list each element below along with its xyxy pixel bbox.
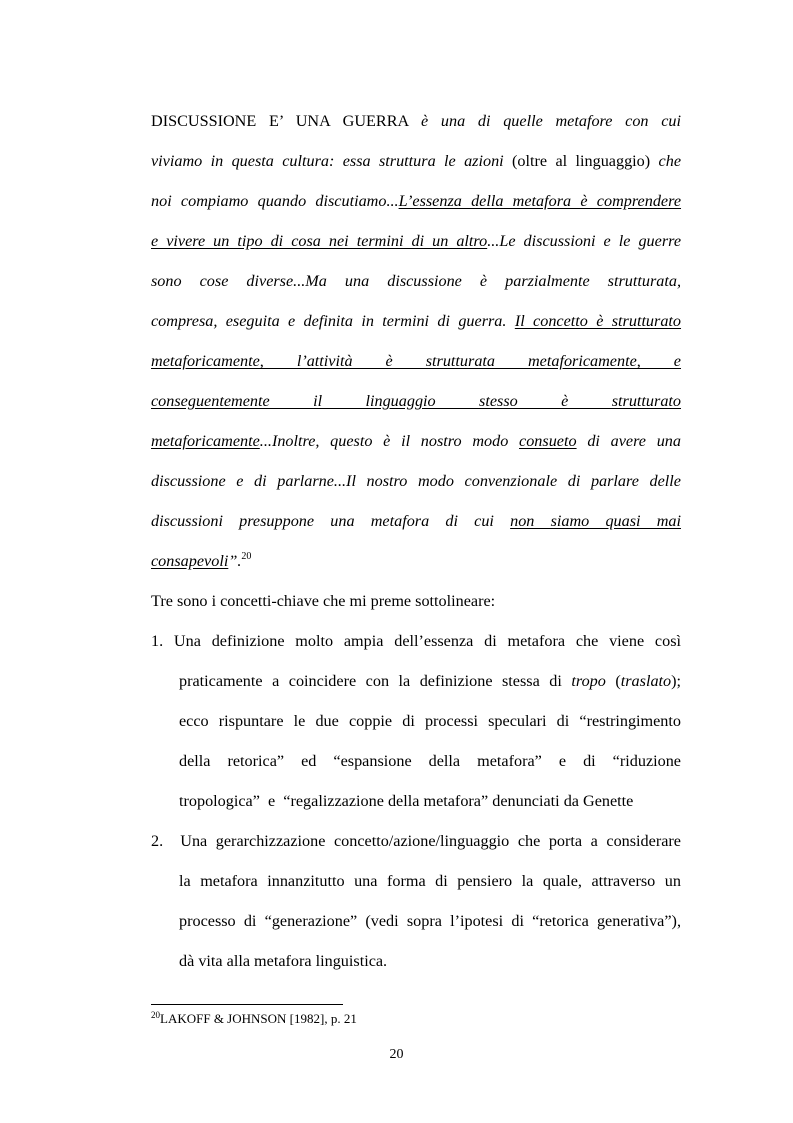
- quote-line-8: [151, 391, 681, 411]
- list-item-2-line-4: dà vita alla metafora linguistica.: [179, 952, 388, 970]
- underlined-phrase: conseguentemente il linguaggio stesso è strutturato: [151, 392, 681, 410]
- footnote-text: LAKOFF & JOHNSON [1982], p. 21: [160, 1011, 357, 1026]
- list-item-2-line-2: la metafora innanzitutto una forma di pensiero la quale, attraverso un: [179, 872, 681, 890]
- quote-line-2: [151, 151, 681, 171]
- list-item-2-line-1: 2. Una gerarchizzazione concetto/azione/linguaggio che porta a considerare: [151, 832, 681, 850]
- quote-line-1: [151, 111, 681, 131]
- quote-line-5: [151, 271, 681, 291]
- quote-text: noi compiamo quando discutiamo...: [151, 192, 399, 210]
- quote-line-11: [151, 511, 681, 531]
- quote-text: (oltre al linguaggio): [512, 152, 651, 170]
- intro-sentence: Tre sono i concetti-chiave che mi preme sottolineare:: [151, 592, 496, 610]
- underlined-phrase: metaforicamente, l’attività è strutturata metaforicamente, e: [151, 352, 681, 370]
- quote-text: viviamo in questa cultura: essa struttura le azioni: [151, 152, 504, 170]
- list-item-2-line-3: processo di “generazione” (vedi sopra l’ipotesi di “retorica generativa”),: [179, 912, 681, 930]
- list-item-1-line-2: [179, 671, 681, 691]
- list-item-1-line-5: tropologica” e “regalizzazione della metafora” denunciati da Genette: [179, 792, 634, 810]
- underlined-phrase: Il concetto è strutturato: [514, 312, 682, 330]
- emphasis-term: traslato: [620, 672, 672, 690]
- quote-text: discussione e di parlarne...Il nostro modo convenzionale di parlare delle: [151, 472, 681, 490]
- footnote-reference: 20: [241, 551, 252, 562]
- footnote-number: 20: [151, 1010, 160, 1020]
- quote-text: sono cose diverse...Ma una discussione è parzialmente strutturata,: [151, 272, 681, 290]
- underlined-phrase: consapevoli: [151, 552, 229, 570]
- list-text: (traslato);: [615, 672, 682, 690]
- quote-line-6: [151, 311, 681, 331]
- underlined-phrase: consueto: [519, 432, 577, 450]
- quote-text: che: [658, 152, 682, 170]
- quote-line-4: [151, 231, 681, 251]
- underlined-phrase: non siamo quasi mai: [510, 512, 681, 530]
- underlined-phrase: L’essenza della metafora è comprendere: [398, 192, 682, 210]
- list-item-1-line-4: della retorica” ed “espansione della metafora” e di “riduzione: [179, 752, 681, 770]
- underlined-phrase: metaforicamente: [151, 432, 260, 450]
- list-text: praticamente a coincidere con la definizione stessa di: [179, 672, 562, 690]
- quote-line-12: [151, 551, 681, 574]
- quote-line-9: [151, 431, 681, 451]
- quote-text: ...Le discussioni e le guerre: [487, 232, 682, 250]
- list-item-1-line-3: ecco rispuntare le due coppie di processi speculari di “restringimento: [179, 712, 681, 730]
- underlined-phrase: e vivere un tipo di cosa nei termini di un altro: [151, 232, 488, 250]
- quote-line-10: [151, 471, 681, 491]
- quote-text: discussioni presuppone una metafora di cui: [151, 512, 494, 530]
- page-number: 20: [389, 1047, 404, 1062]
- quote-line-3: [151, 191, 681, 211]
- list-item-1-line-1: 1. Una definizione molto ampia dell’essenza di metafora che viene così: [151, 632, 681, 650]
- quote-text: è una di quelle metafore con cui: [421, 112, 681, 130]
- quote-text: ...Inoltre, questo è il nostro modo: [259, 432, 509, 450]
- quote-text: compresa, eseguita e definita in termini di guerra.: [151, 312, 507, 330]
- footnote: [151, 1011, 357, 1028]
- emphasis-term: tropo: [571, 672, 606, 690]
- quote-text: di avere una: [587, 432, 681, 450]
- quote-line-7: [151, 351, 681, 371]
- footnote-separator: [151, 1004, 343, 1005]
- quote-text: DISCUSSIONE E’ UNA GUERRA: [151, 112, 409, 130]
- quote-text: ”.: [228, 552, 242, 570]
